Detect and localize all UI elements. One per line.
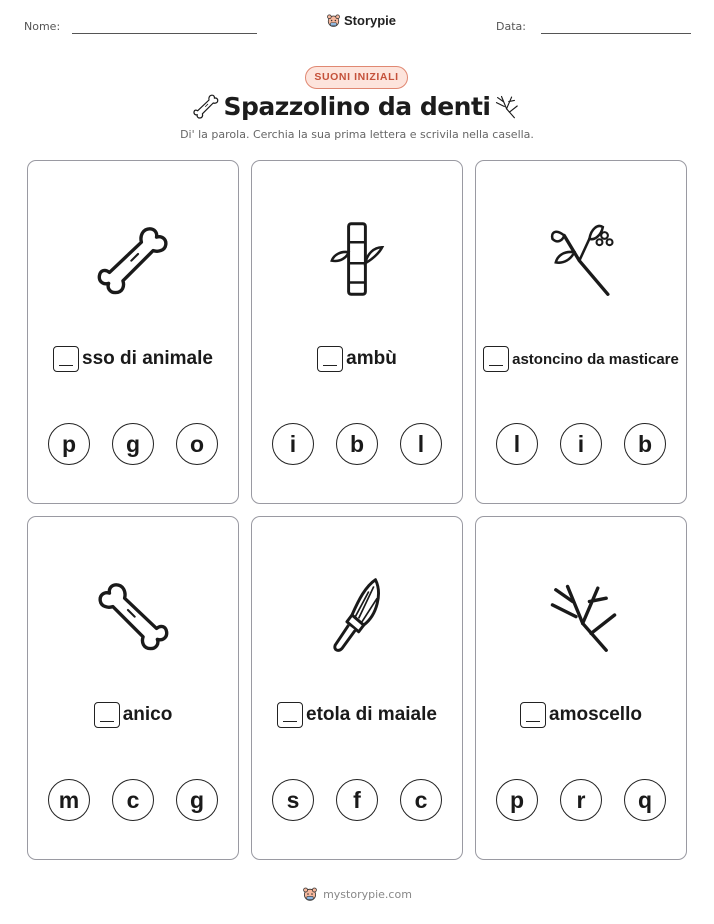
letter-choice[interactable]: c xyxy=(112,779,154,821)
date-label: Data: xyxy=(496,20,526,33)
chew-stick-icon xyxy=(539,217,623,301)
letter-choice[interactable]: s xyxy=(272,779,314,821)
letter-choice[interactable]: q xyxy=(624,779,666,821)
answer-box[interactable] xyxy=(520,702,546,728)
letter-choice[interactable]: c xyxy=(400,779,442,821)
letter-choice[interactable]: i xyxy=(272,423,314,465)
letter-choice[interactable]: f xyxy=(336,779,378,821)
word-ending: ambù xyxy=(346,348,397,369)
letter-choice[interactable]: m xyxy=(48,779,90,821)
topic-badge: SUONI INIZIALI xyxy=(305,66,408,89)
answer-box[interactable] xyxy=(317,346,343,372)
letter-choice[interactable]: b xyxy=(624,423,666,465)
letter-choice[interactable]: p xyxy=(48,423,90,465)
answer-box[interactable] xyxy=(94,702,120,728)
letter-choice[interactable]: b xyxy=(336,423,378,465)
word-card xyxy=(27,160,239,504)
answer-box[interactable] xyxy=(53,346,79,372)
footer xyxy=(0,886,714,902)
footer-url[interactable]: mystorypie.com xyxy=(323,887,412,901)
brand-name: Storypie xyxy=(344,13,397,28)
word-ending: amoscello xyxy=(549,704,642,725)
letter-choice[interactable]: l xyxy=(400,423,442,465)
word-card xyxy=(475,160,687,504)
word-card xyxy=(251,160,463,504)
answer-box[interactable] xyxy=(483,346,509,372)
answer-box[interactable] xyxy=(277,702,303,728)
brand-logo xyxy=(326,13,396,28)
letter-choice[interactable]: p xyxy=(496,779,538,821)
word-ending: anico xyxy=(122,704,173,725)
letter-choice[interactable]: i xyxy=(560,423,602,465)
bristle-brush-icon xyxy=(315,573,399,657)
letter-choice[interactable]: r xyxy=(560,779,602,821)
twig-icon xyxy=(539,573,623,657)
letter-choice[interactable]: l xyxy=(496,423,538,465)
letter-choice[interactable]: g xyxy=(176,779,218,821)
storypie-logo-icon xyxy=(302,886,318,902)
letter-choice[interactable]: o xyxy=(176,423,218,465)
bone-icon xyxy=(91,573,175,657)
word-card xyxy=(27,516,239,860)
word-card xyxy=(475,516,687,860)
page-title: Spazzolino da denti xyxy=(223,92,491,121)
name-field[interactable] xyxy=(72,33,257,34)
twig-icon xyxy=(492,91,520,121)
instructions: Di' la parola. Cerchia la sua prima lettera e scrivila nella casella. xyxy=(180,128,534,141)
word-ending: etola di maiale xyxy=(306,704,437,725)
storypie-logo-icon xyxy=(326,13,341,28)
letter-choice[interactable]: g xyxy=(112,423,154,465)
word-card xyxy=(251,516,463,860)
date-field[interactable] xyxy=(541,33,691,34)
bamboo-icon xyxy=(315,217,399,301)
word-ending: astoncino da masticare xyxy=(512,350,679,368)
bone-icon xyxy=(91,217,175,301)
name-label: Nome: xyxy=(24,20,61,33)
word-ending: sso di animale xyxy=(82,348,213,369)
